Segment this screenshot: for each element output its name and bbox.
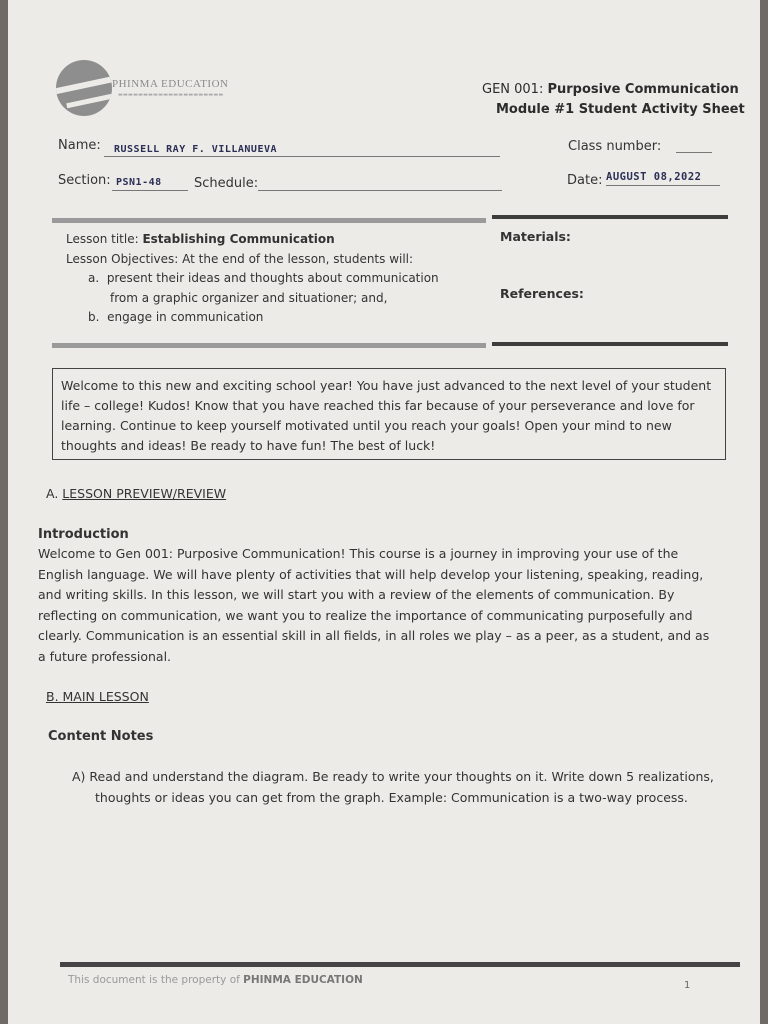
section-b-heading: B. MAIN LESSON [46,689,149,704]
objective-b [66,308,496,328]
activity-sheet-page [8,0,760,1024]
lesson-title-value: Establishing Communication [142,232,335,246]
content-notes-heading: Content Notes [48,729,154,744]
name-value[interactable]: RUSSELL RAY F. VILLANUEVA [114,144,278,155]
section-a-title: LESSON PREVIEW/REVIEW [62,486,227,501]
name-underline [104,156,500,157]
lesson-bottom-bar [52,343,486,348]
lesson-title-label: Lesson title: [66,232,139,246]
materials-bottom-bar [492,342,728,346]
lesson-top-bar [52,218,486,223]
welcome-line-1: Welcome to this new and exciting school year! You have just advanced to the next level of your student [61,378,712,393]
course-code: GEN 001: [482,82,544,97]
lesson-title-row [66,230,496,250]
course-name: Purposive Communication [547,82,739,97]
footer-text [68,974,363,986]
objective-a-continued: from a graphic organizer and situationer; and, [110,290,388,305]
introduction-heading: Introduction [38,527,129,542]
objectives-intro: Lesson Objectives: At the end of the lesson, students will: [66,251,414,266]
intro-line-2: English language. We will have plenty of activities that will help develop your listening, speaking, reading, [38,566,704,582]
references-label: References: [500,286,584,301]
brand-tagline-mark: ▬▬▬▬▬▬▬▬▬▬▬▬▬▬▬▬▬▬▬▬▬ [118,92,224,98]
objective-b-text: engage in communication [107,310,264,324]
content-item-text-1: Read and understand the diagram. Be ready to write your thoughts on it. Write down 5 realizations, [89,769,714,784]
objective-b-marker: b. [88,310,100,324]
module-title: Module #1 Student Activity Sheet [496,102,745,117]
schedule-label: Schedule: [194,176,259,191]
date-underline [606,185,720,186]
content-item-marker: A) [72,769,86,784]
intro-line-6: a future professional. [38,648,172,664]
intro-line-4: reflecting on communication, we want you to realize the importance of communicating purposefully and [38,607,693,623]
date-value[interactable]: AUGUST 08,2022 [606,171,702,183]
footer-brand: PHINMA EDUCATION [243,974,363,986]
lesson-info [66,230,496,328]
welcome-line-3: learning. Continue to keep yourself motivated until you reach your goals! Open your mind to new [61,418,672,433]
class-number-underline [676,152,712,153]
footer-prefix: This document is the property of [68,974,240,986]
intro-line-5: clearly. Communication is an essential skill in all fields, in all roles we play – as a peer, as a student, and as [38,628,710,643]
introduction-paragraph [38,544,738,667]
section-label: Section: [58,173,111,188]
section-underline [112,190,188,191]
class-number-label: Class number: [568,139,662,154]
section-a-marker: A. [46,486,59,501]
content-item-line-2: thoughts or ideas you can get from the graph. Example: Communication is a two-way process. [95,789,688,805]
welcome-message-box [52,368,726,460]
section-a-heading [46,486,226,501]
section-value[interactable]: PSN1-48 [116,177,162,188]
objective-a [66,269,496,289]
date-label: Date: [567,173,603,188]
course-title [482,82,739,97]
objective-a-marker: a. [88,271,100,285]
intro-line-3: and writing skills. In this lesson, we will start you with a review of the elements of communication. By [38,587,675,602]
materials-label: Materials: [500,229,571,244]
footer-bar [60,962,740,967]
materials-top-bar [492,215,728,219]
brand-name: PHINMA EDUCATION [112,78,229,90]
objective-a-text: present their ideas and thoughts about communication [106,271,439,285]
intro-line-1: Welcome to Gen 001: Purposive Communication! This course is a journey in improving your use of the [38,546,679,561]
content-notes-item-a [72,767,742,808]
phinma-logo-icon [56,60,112,116]
schedule-underline [258,190,502,191]
page-number: 1 [684,980,691,991]
name-label: Name: [58,138,101,153]
content-item-line-1 [72,767,742,788]
welcome-line-4: thoughts and ideas! Be ready to have fun! The best of luck! [61,438,436,453]
welcome-line-2: life – college! Kudos! Know that you have reached this far because of your perseverance and love for [61,398,695,413]
